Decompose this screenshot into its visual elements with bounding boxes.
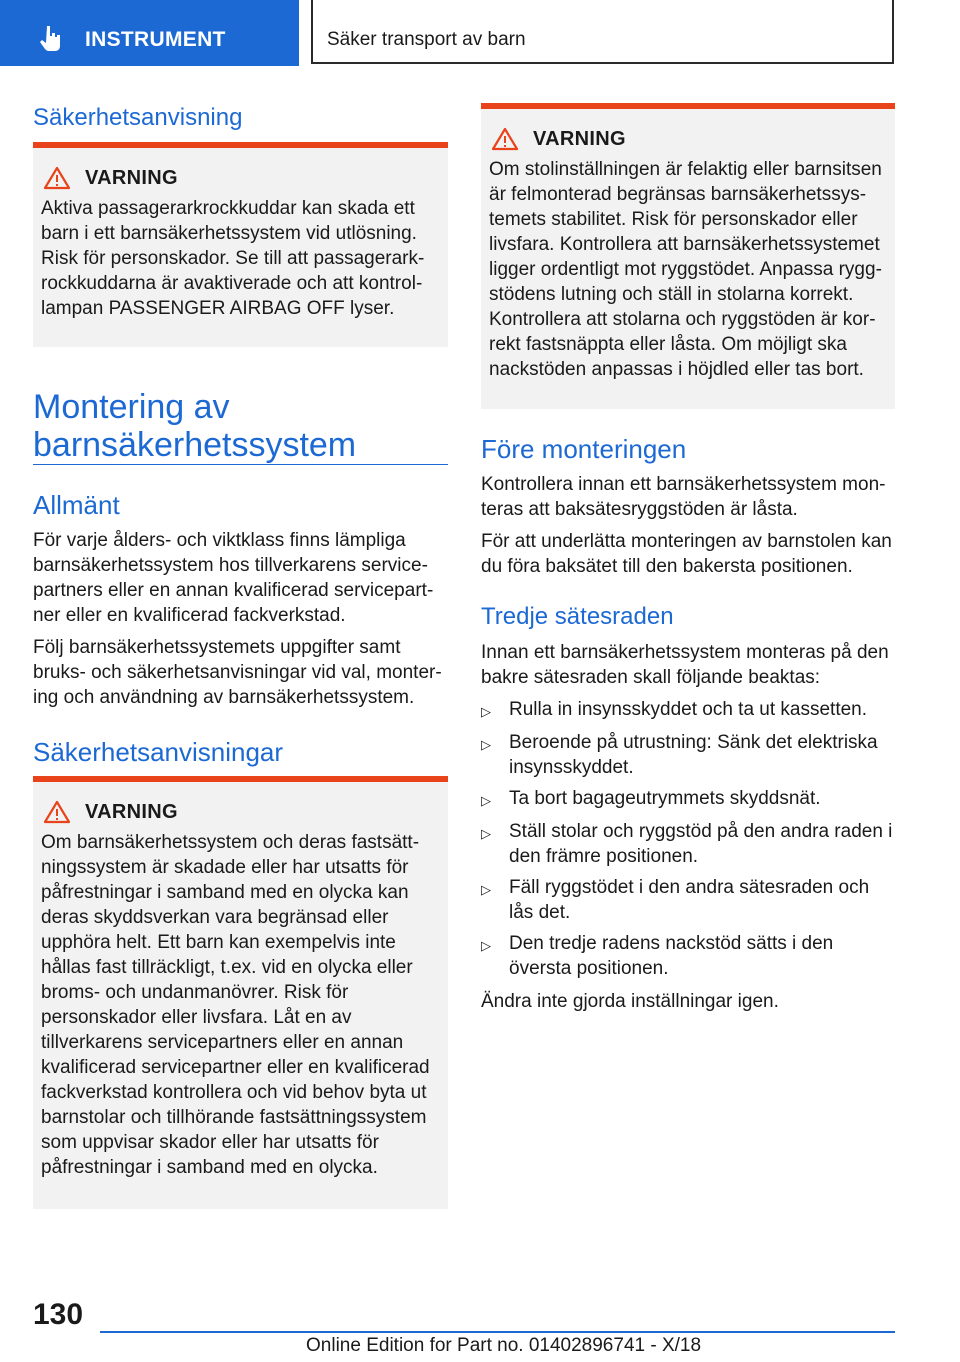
warning-triangle-icon	[491, 127, 519, 151]
heading-safety-instructions: Säkerhetsanvisningar	[33, 737, 284, 767]
warning-title	[489, 127, 887, 151]
heading-general: Allmänt	[33, 490, 120, 520]
page-header	[0, 0, 960, 66]
warning-text: Aktiva passagerarkrockkuddar kan skada ett barn i ett barnsäkerhetssystem vid utlösning. Risk för personskador. Se till att passagerarkrockkuddarna är avaktiverade och att kontrollampan PASSENGER AIRBAG OFF lyser.	[41, 198, 425, 319]
heading-third-row: Tredje sätesraden	[481, 603, 674, 630]
chapter-tab[interactable]	[0, 0, 299, 66]
warning-title	[41, 166, 440, 190]
warning-box	[481, 103, 895, 409]
list-item-text: Fäll ryggstödet i den andra sätesraden och lås det.	[509, 877, 870, 923]
section-label: Säker transport av barn	[327, 29, 526, 50]
bullet-list	[481, 697, 895, 987]
warning-text: Om barnsäkerhetssystem och deras fastsättningssystem är skadade eller har utsatts för påfrestningar i samband med en olycka kan deras skyddsverkan vara begränsad eller upphöra helt. Ett barn kan exempelvis inte hållas fast tillräckligt, t.ex. vid en olycka eller broms- och undanmanövrer. Risk för personskador eller livsfara. Låt en av tillverkarens servicepartners eller en annan kvalificerad servicepartner eller en kvalificerad fackverkstad kontrollera och vid behov byta ut barnstolar och tillhörande fastsättningssystem som uppvisar skador eller har utsatts för påfrestningar i samband med en olycka.	[41, 832, 430, 1178]
heading-mounting: Montering av barnsäkerhetssystem	[33, 388, 357, 464]
list-item	[481, 819, 895, 869]
heading-underline	[33, 464, 448, 465]
list-item-text: Beroende på utrustning: Sänk det elektriska insynsskyddet.	[509, 732, 878, 778]
heading-before-mounting: Före monteringen	[481, 434, 687, 464]
heading-safety: Säkerhetsanvisning	[33, 104, 243, 131]
warning-triangle-icon	[43, 800, 71, 824]
bullet-triangle-icon: ▷	[481, 704, 491, 719]
list-item-text: Den tredje radens nackstöd sätts i den översta positionen.	[509, 933, 834, 979]
list-item-text: Ställ stolar och ryggstöd på den andra raden i den främre positionen.	[509, 821, 893, 867]
warning-box	[33, 776, 448, 1209]
list-item-text: Ta bort bagageutrymmets skyddsnät.	[509, 788, 821, 809]
list-item	[481, 786, 895, 813]
paragraph: För att underlätta monteringen av barnstolen kan du föra baksätet till den bakersta positionen.	[481, 531, 892, 577]
paragraph: Innan ett barnsäkerhetssystem monteras på den bakre sätesraden skall följande beaktas:	[481, 642, 889, 688]
warning-label: VARNING	[85, 800, 178, 823]
warning-label: VARNING	[533, 127, 626, 150]
bullet-triangle-icon: ▷	[481, 938, 491, 953]
chapter-label: INSTRUMENT	[85, 28, 226, 51]
section-tab[interactable]	[311, 0, 894, 64]
list-item	[481, 730, 895, 780]
list-item-text: Rulla in insynsskyddet och ta ut kassetten.	[509, 699, 868, 720]
warning-box	[33, 142, 448, 347]
hand-pointer-icon	[38, 24, 64, 52]
warning-text: Om stolinställningen är felaktig eller barnsitsen är felmonterad begränsas barnsäkerhetssystemets stabilitet. Risk för personskador eller livsfara. Kontrollera att barnsäkerhetssystemet ligger ordentligt mot ryggstödet. Anpassa ryggstödens lutning och ställ in stolarna korrekt. Kontrollera att stolarna och ryggstöden är korrekt fastsnäppta eller låsta. Om möjligt ska nackstöden anpassas i höjdled eller tas bort.	[489, 159, 882, 380]
edition-text: Online Edition for Part no. 01402896741 - X/18	[306, 1335, 702, 1356]
footer-rule	[100, 1331, 895, 1333]
list-item	[481, 875, 895, 925]
paragraph: För varje ålders- och viktklass finns lämpliga barnsäkerhetssystem hos tillverkarens servicepartners eller en annan kvalificerad servicepartner eller en kvalificerad fackverkstad.	[33, 530, 434, 626]
warning-label: VARNING	[85, 166, 178, 189]
list-item	[481, 697, 895, 724]
paragraph: Ändra inte gjorda inställningar igen.	[481, 991, 779, 1012]
paragraph: Kontrollera innan ett barnsäkerhetssystem monteras att baksätesryggstöden är låsta.	[481, 474, 886, 520]
bullet-triangle-icon: ▷	[481, 826, 491, 841]
list-item	[481, 931, 895, 981]
bullet-triangle-icon: ▷	[481, 737, 491, 752]
bullet-triangle-icon: ▷	[481, 882, 491, 897]
paragraph: Följ barnsäkerhetssystemets uppgifter samt bruks- och säkerhetsanvisningar vid val, montering och användning av barnsäkerhetssystem.	[33, 637, 442, 708]
warning-title	[41, 800, 440, 824]
bullet-triangle-icon: ▷	[481, 793, 491, 808]
page-number: 130	[33, 1298, 84, 1331]
warning-triangle-icon	[43, 166, 71, 190]
